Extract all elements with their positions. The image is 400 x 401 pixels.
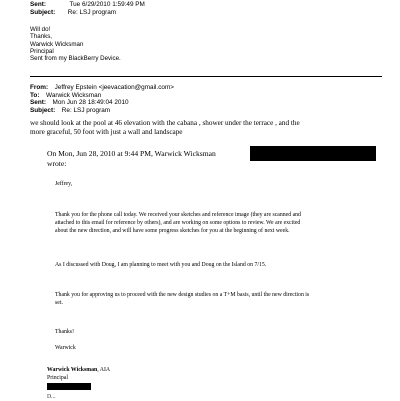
redaction-phone	[47, 383, 91, 390]
sent-value: Tue 6/29/2010 1:59:49 PM	[69, 1, 145, 8]
quoted-intro: On Mon, Jun 28, 2010 at 9:44 PM, Warwick Wicksman	[47, 149, 216, 158]
quoted-wrote: wrote:	[47, 159, 67, 168]
signature-name-row	[47, 367, 110, 374]
quoted-para3-line2: set.	[55, 300, 63, 306]
email2-sent-row	[30, 99, 129, 106]
subject-value: Re: LSJ program	[67, 9, 117, 16]
email2-subject-row	[30, 107, 110, 114]
cutoff-line: D...	[47, 394, 56, 400]
email2-from-row	[30, 84, 174, 91]
signature-name: Warwick Wicksman	[47, 367, 98, 373]
to-value: Warwick Wicksman	[46, 91, 102, 99]
email1-body	[30, 26, 121, 62]
body-line: Will do!	[30, 26, 51, 33]
signature-title: Principal	[47, 375, 68, 381]
quoted-closing: Thanks!	[55, 329, 74, 335]
sent-label: Sent:	[30, 1, 46, 8]
quoted-sign: Warwick	[55, 345, 76, 351]
from-value: Jeffrey Epstein <jeevacation@gmail.com>	[54, 84, 175, 91]
email1-subject-row	[30, 9, 116, 16]
email2-body-line1: we should look at the pool at 46 elevation with the cabana , shower under the terrace , and the	[30, 119, 300, 127]
quoted-greeting: Jeffrey,	[55, 181, 73, 187]
email1-sent-row	[30, 1, 145, 8]
to-label: To:	[30, 91, 40, 99]
quoted-para2: As I discussed with Doug, I am planning to meet with you and Doug on the Island on 7/15.	[55, 262, 267, 268]
email2-body-line2: more graceful, 50 foot with just a wall and landscape	[30, 127, 183, 136]
subject-label: Subject:	[30, 106, 56, 114]
sent-value: Mon Jun 28 18:49:04 2010	[52, 99, 129, 106]
signature-credential: , AIA	[97, 367, 111, 373]
body-line: Sent from my BlackBerry Device.	[30, 55, 121, 63]
body-line: Thanks,	[30, 33, 53, 41]
email2-to-row	[30, 92, 101, 99]
body-line: Warwick Wicksman	[30, 40, 84, 48]
quoted-para1-line3: about the new direction, and will have some progress sketches for you at the beginning of next week.	[55, 228, 290, 234]
from-label: From:	[30, 84, 49, 91]
sent-label: Sent:	[30, 99, 46, 106]
quoted-para3-line1: Thank you for approving us to proceed with the new design studies on a T+M basis, until the new direction is	[55, 292, 310, 298]
body-line: Principal	[30, 47, 54, 55]
subject-value: Re: LSJ program	[61, 106, 111, 114]
redaction-email	[250, 146, 376, 161]
quoted-para1-line1: Thank you for the phone call today. We received your sketches and reference image (they are scanned and	[55, 212, 301, 218]
quoted-para1-line2: attached to this email for reference by others), and are working on some options to review. We are excited	[55, 220, 301, 226]
email-divider	[30, 76, 382, 77]
subject-label: Subject:	[30, 9, 56, 16]
